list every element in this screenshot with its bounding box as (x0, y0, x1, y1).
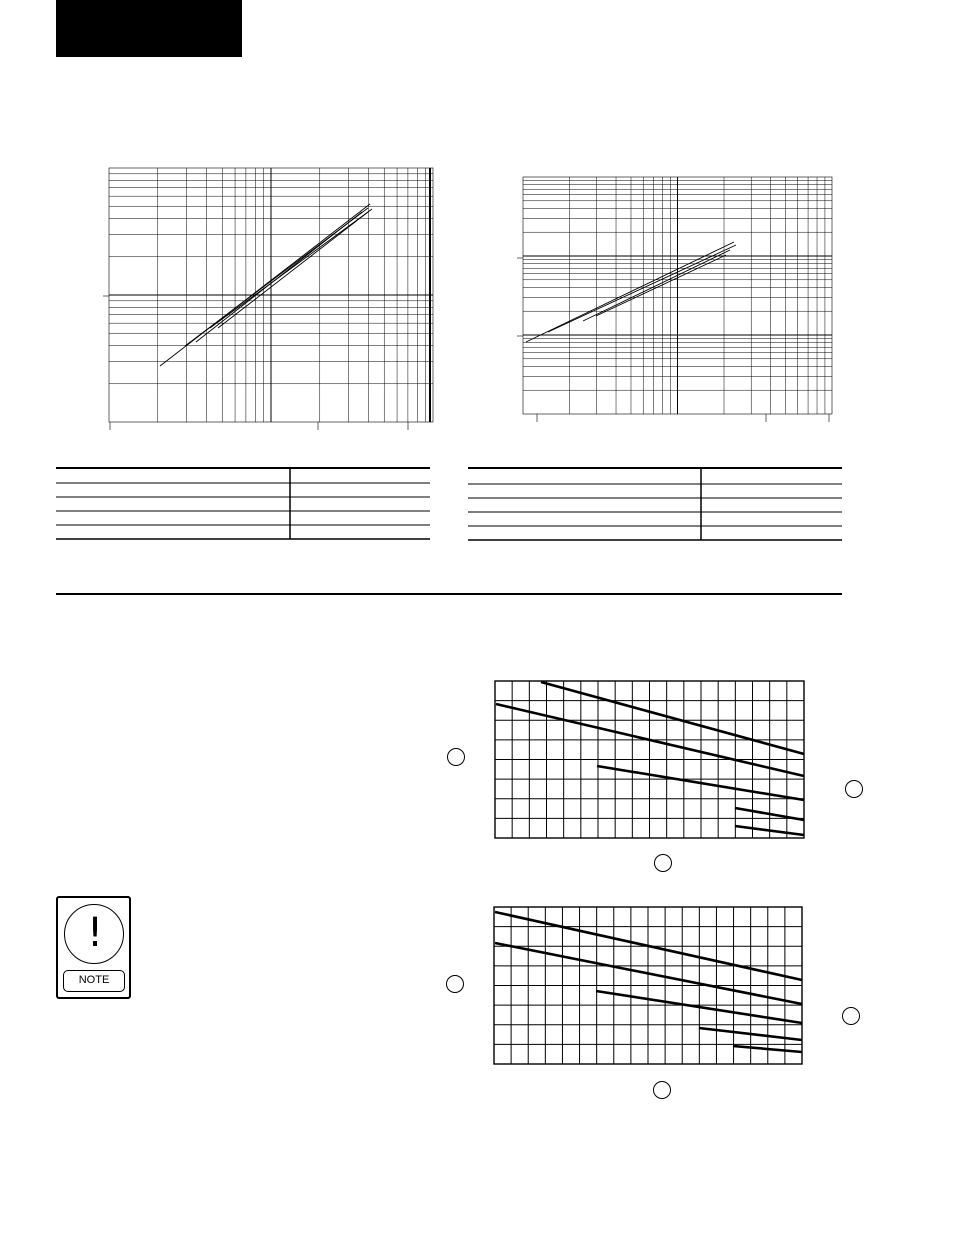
log-chart-left (100, 160, 440, 435)
table-right (468, 466, 844, 542)
callout-circle (446, 975, 464, 993)
exclamation-mark: ! (86, 910, 104, 956)
callout-circle (842, 1007, 860, 1025)
callout-circle (653, 1081, 671, 1099)
grid-chart-lower (493, 906, 805, 1066)
note-label: NOTE (63, 970, 125, 992)
curve-line (160, 204, 370, 366)
section-divider (56, 593, 842, 595)
grid-chart-upper (494, 680, 806, 840)
header-block (56, 0, 242, 57)
table-left (56, 466, 432, 542)
curve-line (596, 255, 726, 316)
curve-line (526, 242, 734, 342)
curve-line (548, 245, 736, 332)
callout-circle (845, 780, 863, 798)
curve-line (196, 212, 362, 342)
curve-line (218, 212, 368, 328)
log-chart-right (508, 170, 840, 430)
note-box (56, 896, 131, 999)
callout-circle (654, 854, 672, 872)
curve-line (583, 250, 730, 321)
callout-circle (447, 748, 465, 766)
curve-line (210, 209, 372, 328)
exclamation-icon (64, 904, 124, 964)
